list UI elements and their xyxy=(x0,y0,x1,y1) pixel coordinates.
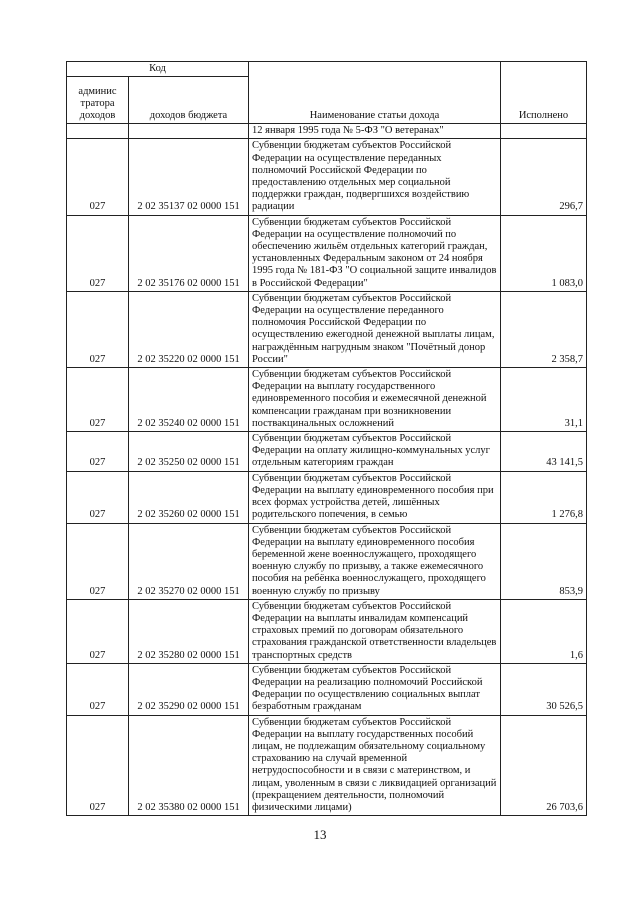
revenue-code-cell: 2 02 35176 02 0000 151 xyxy=(129,215,249,291)
revenue-code-cell: 2 02 35290 02 0000 151 xyxy=(129,663,249,715)
admin-code-cell: 027 xyxy=(67,523,129,599)
table-row xyxy=(67,291,587,367)
continuation-text: 12 января 1995 года № 5-ФЗ "О ветеранах" xyxy=(249,124,501,139)
admin-code-cell: 027 xyxy=(67,368,129,432)
header-administrator: админис тратора доходов xyxy=(67,77,129,124)
revenue-code-cell: 2 02 35240 02 0000 151 xyxy=(129,368,249,432)
admin-code-cell: 027 xyxy=(67,139,129,215)
revenue-name-cell: Субвенции бюджетам субъектов Российской Федерации на выплату единовременного пособия беременной жене военнослужащего, проходящего военную службу по призыву, а также ежемесячного пособия на ребёнка военнослужащего, проходящего военную службу по призыву xyxy=(249,523,501,599)
amount-cell: 31,1 xyxy=(501,368,587,432)
table-header xyxy=(67,62,587,124)
table-row xyxy=(67,599,587,663)
amount-cell: 43 141,5 xyxy=(501,432,587,472)
revenue-code-cell: 2 02 35260 02 0000 151 xyxy=(129,471,249,523)
header-kod: Код xyxy=(67,62,249,77)
amount-cell: 1,6 xyxy=(501,599,587,663)
admin-code-cell: 027 xyxy=(67,663,129,715)
revenue-code-cell: 2 02 35250 02 0000 151 xyxy=(129,432,249,472)
revenue-code-cell: 2 02 35270 02 0000 151 xyxy=(129,523,249,599)
revenue-code-cell: 2 02 35280 02 0000 151 xyxy=(129,599,249,663)
revenue-name-cell: Субвенции бюджетам субъектов Российской Федерации на осуществление переданного полномочия Российской Федерации по осуществлению ежегодной денежной выплаты лицам, награждённым нагрудным знаком "Почётный донор России" xyxy=(249,291,501,367)
amount-cell: 1 276,8 xyxy=(501,471,587,523)
admin-code-cell: 027 xyxy=(67,715,129,816)
admin-code-cell: 027 xyxy=(67,215,129,291)
table-row xyxy=(67,715,587,816)
revenue-name-cell: Субвенции бюджетам субъектов Российской Федерации на осуществление переданных полномочий Российской Федерации по предоставлению отдельных мер социальной поддержки граждан, подвергшихся воздействию радиации xyxy=(249,139,501,215)
revenue-name-cell: Субвенции бюджетам субъектов Российской Федерации на выплату государственных пособий лицам, не подлежащим обязательному социальному страхованию на случай временной нетрудоспособности и в связи с материнством, и лицам, уволенным в связи с ликвидацией организаций (прекращением деятельности, полномочий физическими лицами) xyxy=(249,715,501,816)
revenue-name-cell: Субвенции бюджетам субъектов Российской Федерации на выплаты инвалидам компенсаций страховых премий по договорам обязательного страхования гражданской ответственности владельцев транспортных средств xyxy=(249,599,501,663)
table-row xyxy=(67,523,587,599)
table-body xyxy=(67,124,587,816)
revenue-name-cell: Субвенции бюджетам субъектов Российской Федерации на реализацию полномочий Российской Федерации по осуществлению социальных выплат безработным гражданам xyxy=(249,663,501,715)
amount-cell: 26 703,6 xyxy=(501,715,587,816)
amount-cell: 1 083,0 xyxy=(501,215,587,291)
header-ispolneno: Исполнено xyxy=(501,62,587,124)
revenue-name-cell: Субвенции бюджетам субъектов Российской Федерации на осуществление полномочий по обеспечению жильём отдельных категорий граждан, установленных Федеральным законом от 24 ноября 1995 года № 181-ФЗ "О социальной защите инвалидов в Российской Федерации" xyxy=(249,215,501,291)
page-number: 13 xyxy=(313,827,327,842)
revenue-table xyxy=(66,61,587,816)
table-row xyxy=(67,432,587,472)
header-name: Наименование статьи дохода xyxy=(249,62,501,124)
revenue-code-cell: 2 02 35137 02 0000 151 xyxy=(129,139,249,215)
table-row xyxy=(67,471,587,523)
revenue-code-cell: 2 02 35220 02 0000 151 xyxy=(129,291,249,367)
amount-cell: 296,7 xyxy=(501,139,587,215)
admin-code-cell: 027 xyxy=(67,291,129,367)
revenue-code-cell: 2 02 35380 02 0000 151 xyxy=(129,715,249,816)
revenue-name-cell: Субвенции бюджетам субъектов Российской Федерации на оплату жилищно-коммунальных услуг отдельным категориям граждан xyxy=(249,432,501,472)
table-row xyxy=(67,663,587,715)
admin-code-cell: 027 xyxy=(67,471,129,523)
table-row xyxy=(67,215,587,291)
table-row xyxy=(67,368,587,432)
amount-cell: 30 526,5 xyxy=(501,663,587,715)
admin-code-cell: 027 xyxy=(67,432,129,472)
revenue-name-cell: Субвенции бюджетам субъектов Российской Федерации на выплату государственного единовременного пособия и ежемесячной денежной компенсации гражданам при возникновении поствакцинальных осложнений xyxy=(249,368,501,432)
header-dohody: доходов бюджета xyxy=(129,77,249,124)
continuation-row xyxy=(67,124,587,139)
table-row xyxy=(67,139,587,215)
amount-cell: 853,9 xyxy=(501,523,587,599)
amount-cell: 2 358,7 xyxy=(501,291,587,367)
admin-code-cell: 027 xyxy=(67,599,129,663)
revenue-name-cell: Субвенции бюджетам субъектов Российской Федерации на выплату единовременного пособия при всех формах устройства детей, лишённых родительского попечения, в семью xyxy=(249,471,501,523)
